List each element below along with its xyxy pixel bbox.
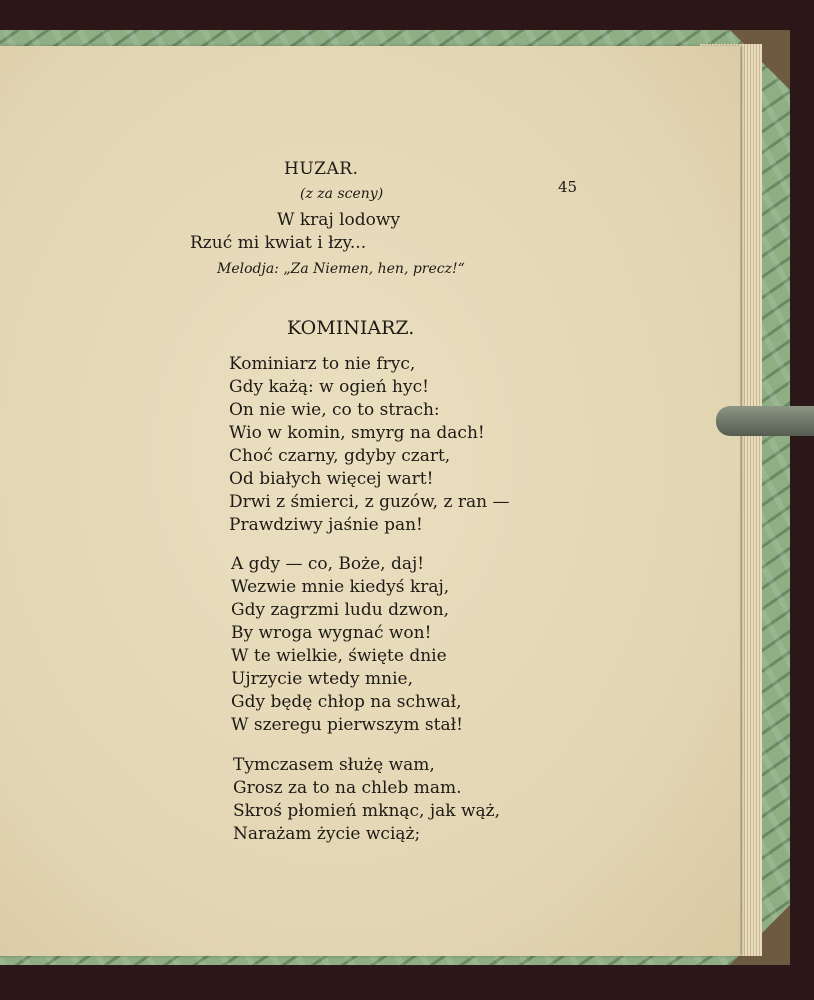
poem-title: KOMINIARZ.: [287, 317, 415, 339]
stage-direction: (z za sceny): [300, 186, 384, 202]
verse-line: Tymczasem służę wam,: [233, 755, 435, 775]
verse-line: Narażam życie wciąż;: [233, 824, 421, 844]
bookmark-ribbon[interactable]: [716, 406, 814, 436]
verse-line: Rzuć mi kwiat i łzy...: [190, 233, 367, 253]
verse-line: Wio w komin, smyrg na dach!: [229, 423, 485, 443]
verse-line: W kraj lodowy: [277, 210, 401, 230]
melody-label: Melodja:: [217, 261, 279, 277]
verse-line: Gdy zagrzmi ludu dzwon,: [231, 600, 450, 620]
speaker-name: HUZAR.: [284, 159, 359, 179]
melody-note: [217, 258, 465, 280]
verse-line: W szeregu pierwszym stał!: [231, 715, 463, 735]
verse-line: On nie wie, co to strach:: [229, 400, 440, 420]
verse-line: Grosz za to na chleb mam.: [233, 778, 462, 798]
verse-line: Gdy będę chłop na schwał,: [231, 692, 462, 712]
verse-line: Ujrzycie wtedy mnie,: [231, 669, 414, 689]
book-page: [0, 46, 740, 956]
verse-line: Skroś płomień mknąc, jak wąż,: [233, 801, 501, 821]
melody-title: „Za Niemen, hen, precz!“: [283, 261, 465, 277]
verse-line: By wroga wygnać won!: [231, 623, 432, 643]
verse-line: A gdy — co, Boże, daj!: [231, 554, 425, 574]
verse-line: Od białych więcej wart!: [229, 469, 434, 489]
verse-line: Choć czarny, gdyby czart,: [229, 446, 451, 466]
verse-line: Kominiarz to nie fryc,: [229, 354, 416, 374]
verse-line: W te wielkie, święte dnie: [231, 646, 447, 666]
page-number: 45: [558, 178, 578, 196]
verse-line: Drwi z śmierci, z guzów, z ran —: [229, 492, 510, 512]
verse-line: Gdy każą: w ogień hyc!: [229, 377, 429, 397]
verse-line: Wezwie mnie kiedyś kraj,: [231, 577, 450, 597]
verse-line: Prawdziwy jaśnie pan!: [229, 515, 423, 535]
